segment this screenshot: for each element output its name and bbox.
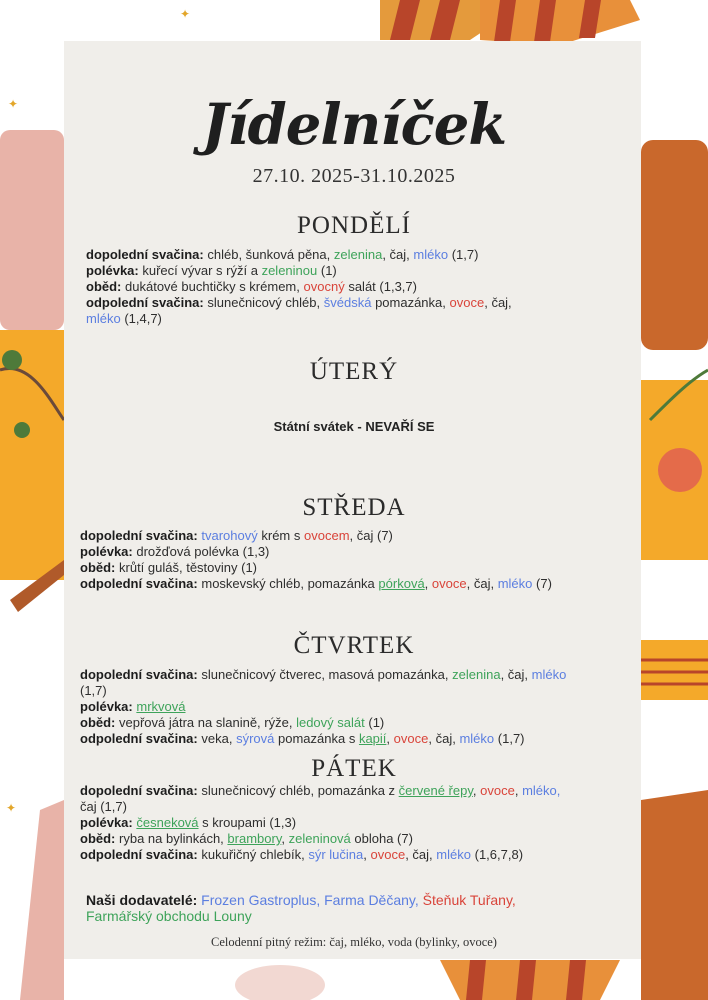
menu-line-afternoon-snack [86,295,566,327]
menu-line-lunch [80,831,625,847]
vegetable-item: brambory [227,831,282,846]
menu-text: pomazánka, [375,295,446,310]
meal-label: polévka: [80,544,133,559]
allergens: (1,6,7,8) [474,847,524,862]
menu-text: , [472,783,477,798]
supplier-name: Farma Děčany, [324,892,419,908]
menu-text: chléb, šunková pěna, [207,247,331,262]
menu-text: ryba na bylinkách, [119,831,224,846]
menu-line-morning-snack [80,783,625,815]
menu-text: salát (1,3,7) [348,279,417,294]
menu-line-morning-snack [86,247,566,263]
holiday-notice: Státní svátek - NEVAŘÍ SE [273,419,435,434]
menu-text: slunečnicový chléb, pomazánka z [201,783,396,798]
menu-text: moskevský chléb, pomazánka [201,576,375,591]
meal-label: dopolední svačina: [80,667,198,682]
menu-text: , čaj, [428,731,456,746]
day-heading-friday: PÁTEK [311,755,397,782]
meal-label: dopolední svačina: [86,247,204,262]
suppliers-label: Naši dodavatelé: [86,892,198,908]
milk-item: mléko [86,311,121,326]
fruit-item: ovoce [393,731,429,746]
svg-text:✦: ✦ [6,801,17,815]
milk-item: mléko [413,247,449,262]
menu-thursday [80,667,625,747]
menu-text: čaj (1,7) [80,799,127,814]
date-range: 27.10. 2025-31.10.2025 [252,165,456,187]
dairy-item: sýrová [236,731,275,746]
menu-line-afternoon-snack [80,847,625,863]
menu-line-lunch [80,715,625,731]
menu-text: kukuřičný chlebík, [201,847,305,862]
allergens: (1) [368,715,385,730]
supplier-name: Farmářský obchodu Louny [86,908,252,924]
allergens: (7) [536,576,552,591]
menu-monday [86,247,566,327]
vegetable-item: mrkvová [136,699,186,714]
menu-text: vepřová játra na slanině, rýže, [119,715,293,730]
menu-text: dukátové buchtičky s krémem, [125,279,300,294]
vegetable-item: ledový salát [296,715,365,730]
dairy-item: tvarohový [201,528,258,543]
meal-label: oběd: [80,831,116,846]
fruit-item: ovoce [480,783,515,798]
supplier-name: Šteňuk Tuřany, [422,892,516,908]
menu-text: , čaj, [500,667,529,682]
menu-text: krém s [261,528,301,543]
menu-text: , čaj, [405,847,433,862]
day-heading-wednesday: STŘEDA [302,494,406,521]
menu-line-soup [86,263,566,279]
page-title: Jídelníček [201,92,507,158]
menu-text: , čaj, [382,247,410,262]
scarf-illustration-top [380,0,640,45]
vegetable-item: zeleninou [261,263,318,278]
menu-text: , [363,847,367,862]
menu-text: , čaj (7) [349,528,393,543]
day-heading-tuesday: ÚTERÝ [309,358,399,385]
menu-line-morning-snack [80,667,625,699]
vegetable-item: zeleninová [288,831,351,846]
meal-label: polévka: [86,263,139,278]
meal-label: odpolední svačina: [86,295,204,310]
meal-label: oběd: [86,279,122,294]
day-heading-monday: PONDĚLÍ [297,212,411,239]
menu-friday [80,783,625,863]
meal-label: odpolední svačina: [80,576,198,591]
milk-item: mléko [459,731,495,746]
milk-item: mléko [497,576,533,591]
menu-text: veka, [201,731,233,746]
vegetable-item: červené řepy [398,783,473,798]
spread-item: švédská [323,295,372,310]
milk-item: mléko [436,847,471,862]
menu-text: slunečnicový chléb, [207,295,321,310]
meal-label: oběd: [80,715,116,730]
menu-line-morning-snack [80,528,620,544]
allergens: (1,7) [497,731,525,746]
menu-text: , čaj, [484,295,512,310]
menu-line-afternoon-snack [80,731,625,747]
menu-line-lunch [86,279,566,295]
menu-text: , [386,731,391,746]
menu-text: , [281,831,285,846]
fruit-item: ovoce [370,847,406,862]
vegetable-item: pórková [378,576,425,591]
meal-label: dopolední svačina: [80,528,198,543]
menu-text: kuřecí vývar s rýží a [142,263,258,278]
meal-label: polévka: [80,815,133,830]
menu-text: pomazánka s [278,731,356,746]
menu-text: s kroupami (1,3) [202,815,297,830]
menu-text: krůtí guláš, těstoviny (1) [119,560,258,575]
allergens: (1,7) [80,683,107,698]
meal-label: polévka: [80,699,133,714]
menu-text: , čaj, [466,576,495,591]
menu-line-soup [80,699,625,715]
vegetable-item: kapií [358,731,387,746]
meal-label: odpolední svačina: [80,731,198,746]
meal-label: oběd: [80,560,116,575]
meal-label: dopolední svačina: [80,783,198,798]
menu-text: , [424,576,429,591]
menu-text: drožďová polévka (1,3) [136,544,270,559]
milk-item: mléko [531,667,567,682]
drinking-regime-note: Celodenní pitný režim: čaj, mléko, voda (bylinky, ovoce) [211,935,497,949]
svg-text:✦: ✦ [180,7,191,21]
menu-line-soup [80,815,625,831]
vegetable-item: česneková [136,815,199,830]
fruit-item: ovoce [449,295,485,310]
fruit-item: ovoce [431,576,467,591]
fruit-item: ovocem [304,528,350,543]
allergens: (1,7) [451,247,479,262]
allergens: (1) [320,263,337,278]
menu-text: , [514,783,519,798]
vegetable-item: zelenina [452,667,501,682]
svg-text:✦: ✦ [8,97,19,111]
menu-text: slunečnicový čtverec, masová pomazánka, [201,667,449,682]
menu-wednesday [80,528,620,592]
supplier-name: Frozen Gastroplus, [201,892,321,908]
allergens: (1,4,7) [124,311,162,326]
milk-item: mléko, [522,783,561,798]
meal-label: odpolední svačina: [80,847,198,862]
vegetable-item: zelenina [333,247,383,262]
day-heading-thursday: ČTVRTEK [293,632,415,659]
menu-line-lunch [80,560,620,576]
suppliers-section [86,892,606,924]
menu-line-soup [80,544,620,560]
dairy-item: sýr lučina [308,847,364,862]
menu-line-afternoon-snack [80,576,620,592]
menu-text: obloha (7) [354,831,413,846]
fruit-item: ovocný [303,279,345,294]
